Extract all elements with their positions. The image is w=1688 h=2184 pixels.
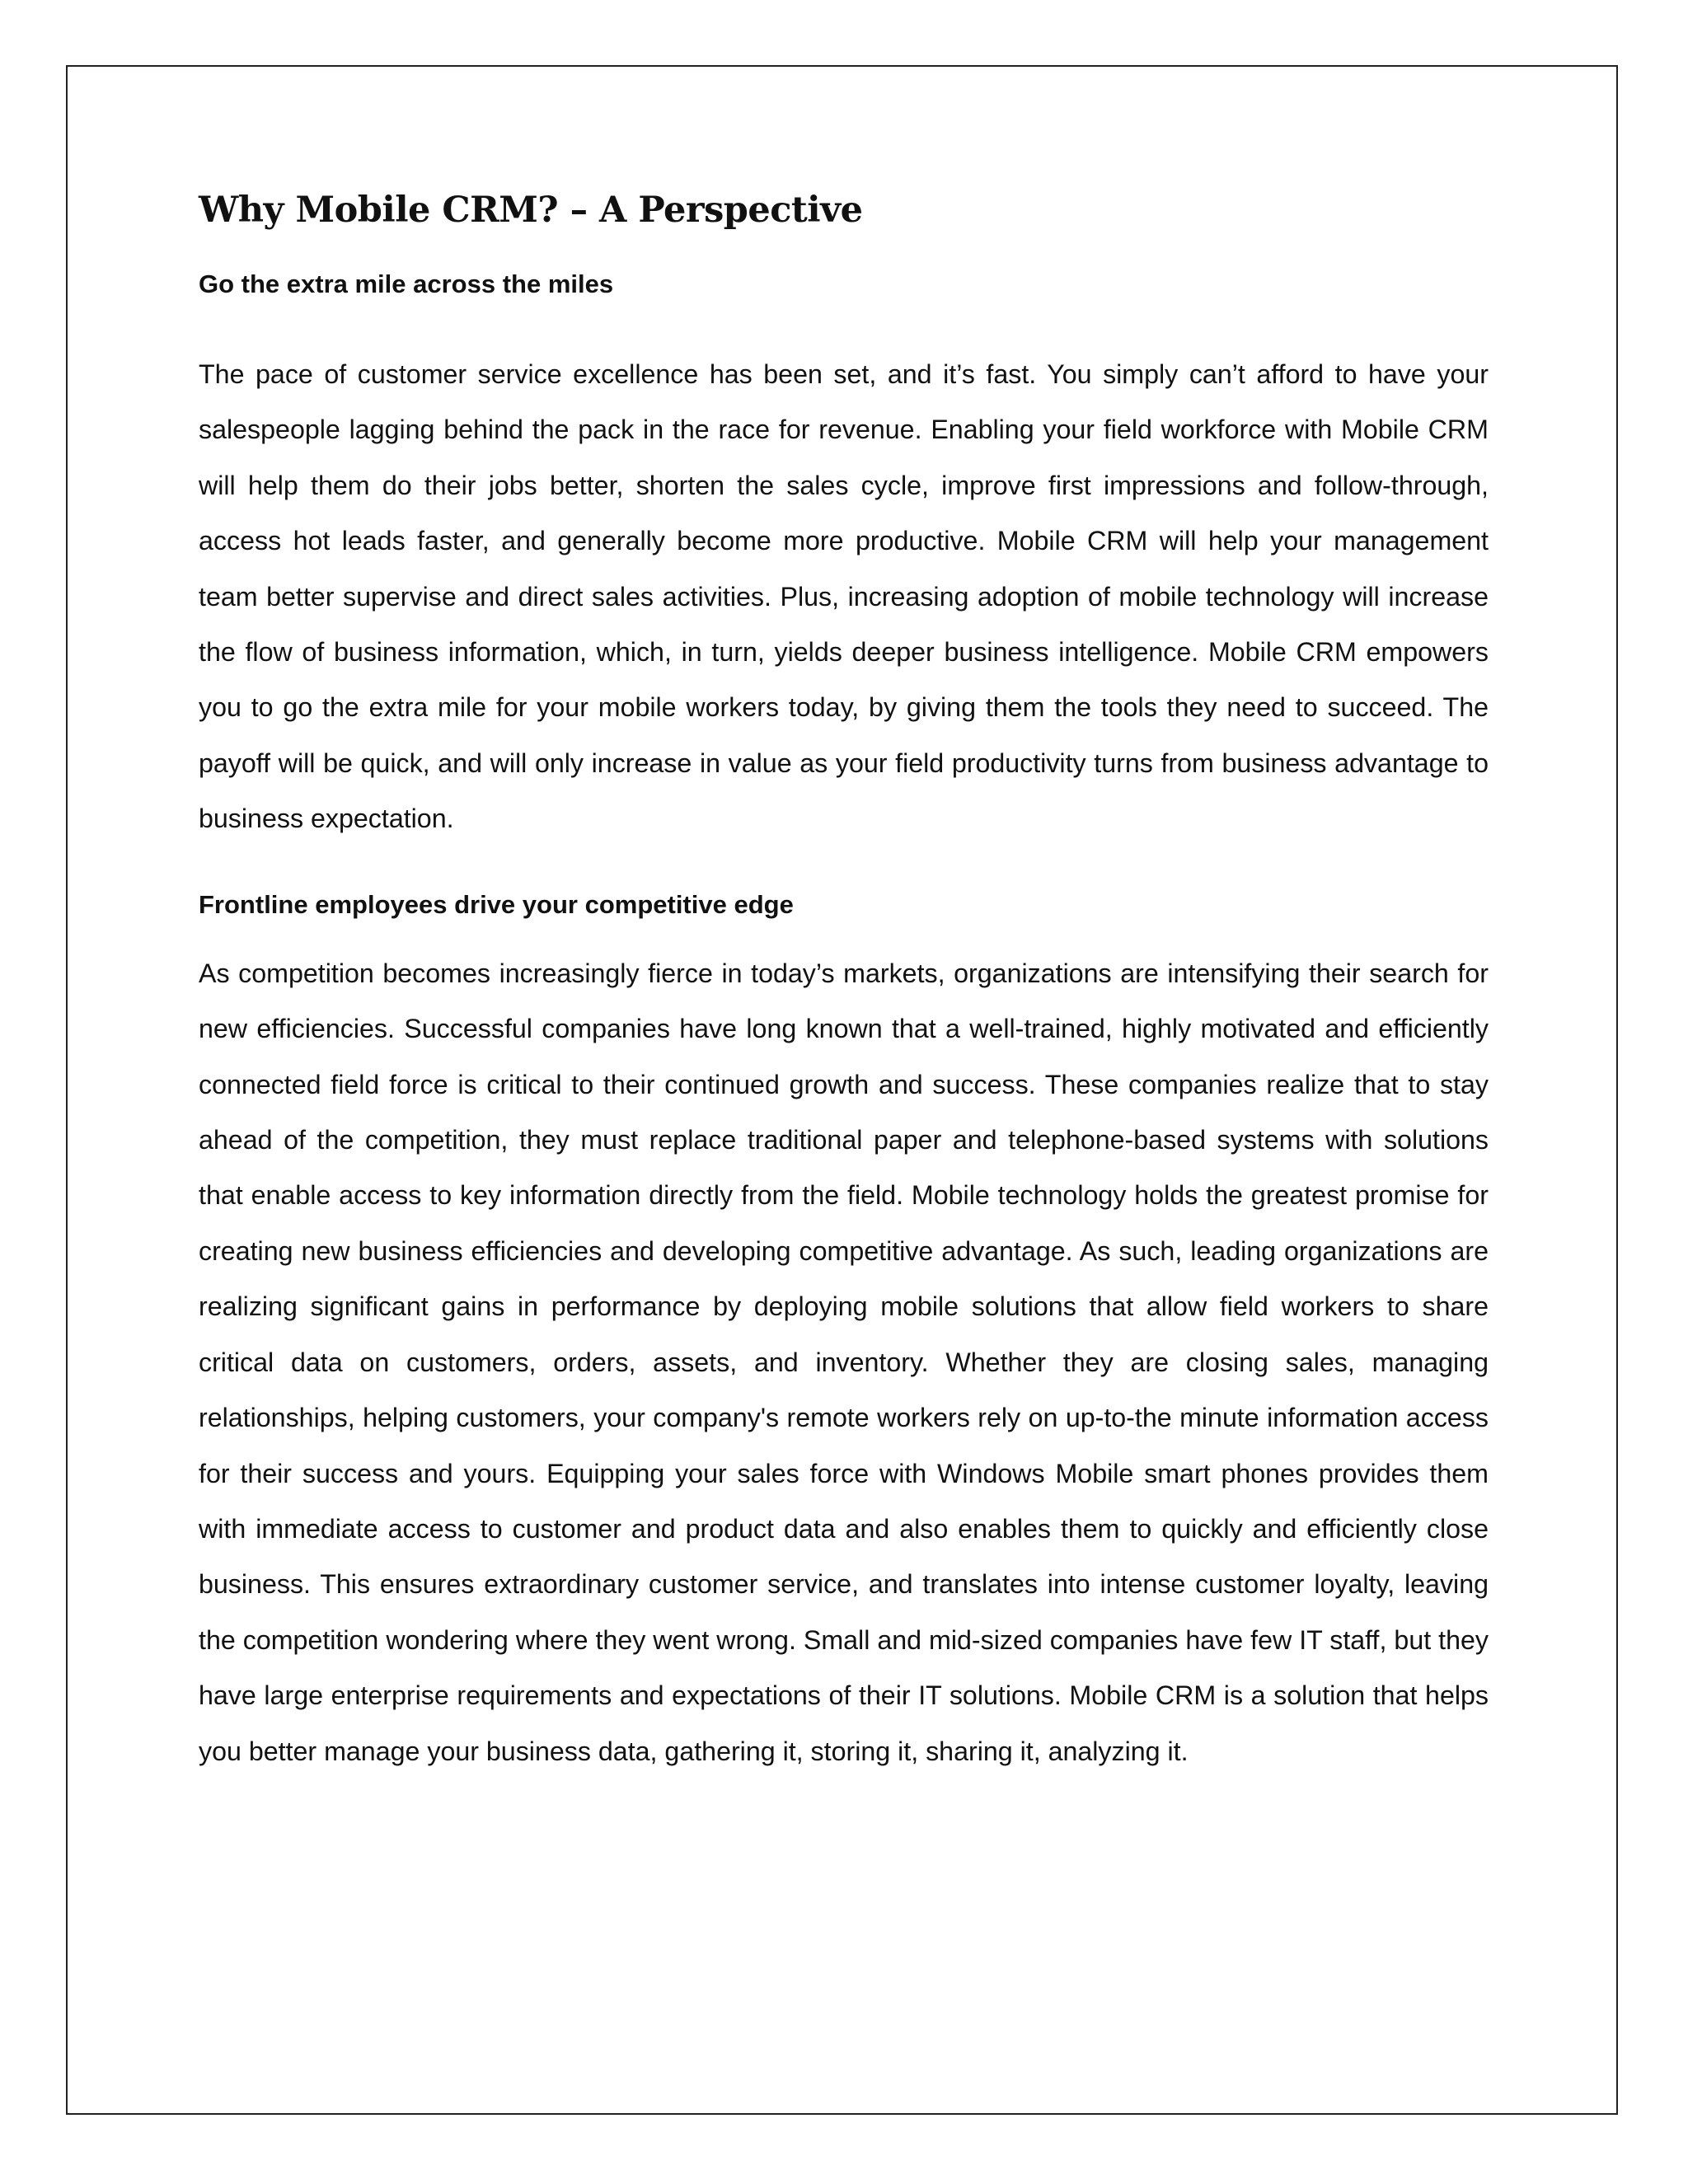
section-paragraph-extra-mile: The pace of customer service excellence has been set, and it’s fast. You simply can’t afford to have your salespeople lagging behind the pack in the race for revenue. Enabling your field workforce with Mobile CRM will help them do their jobs better, shorten the sales cycle, improve first impressions and follow-through, access hot leads faster, and generally become more productive. Mobile CRM will help your management team better supervise and direct sales activities. Plus, increasing adoption of mobile technology will increase the flow of business information, which, in turn, yields deeper business intelligence. Mobile CRM empowers you to go the extra mile for your mobile workers today, by giving them the tools they need to succeed. The payoff will be quick, and will only increase in value as your field productivity turns from business advantage to business expectation. — [199, 359, 1489, 834]
section-heading-frontline: Frontline employees drive your competitive edge — [199, 889, 794, 919]
section-heading-extra-mile: Go the extra mile across the miles — [199, 269, 614, 298]
document-body — [199, 190, 1489, 1779]
document-title: Why Mobile CRM? – A Perspective — [199, 190, 863, 231]
section-paragraph-frontline: As competition becomes increasingly fierce in today’s markets, organizations are intensifying their search for new efficiencies. Successful companies have long known that a well-trained, highly motivated and efficiently connected field force is critical to their continued growth and success. These companies realize that to stay ahead of the competition, they must replace traditional paper and telephone-based systems with solutions that enable access to key information directly from the field. Mobile technology holds the greatest promise for creating new business efficiencies and developing competitive advantage. As such, leading organizations are realizing significant gains in performance by deploying mobile solutions that allow field workers to share critical data on customers, orders, assets, and inventory. Whether they are closing sales, managing relationships, helping customers, your company's remote workers rely on up-to-the minute information access for their success and yours. Equipping your sales force with Windows Mobile smart phones provides them with immediate access to customer and product data and also enables them to quickly and efficiently close business. This ensures extraordinary customer service, and translates into intense customer loyalty, leaving the competition wondering where they went wrong. Small and mid-sized companies have few IT staff, but they have large enterprise requirements and expectations of their IT solutions. Mobile CRM is a solution that helps you better manage your business data, gathering it, storing it, sharing it, analyzing it. — [199, 958, 1489, 1766]
